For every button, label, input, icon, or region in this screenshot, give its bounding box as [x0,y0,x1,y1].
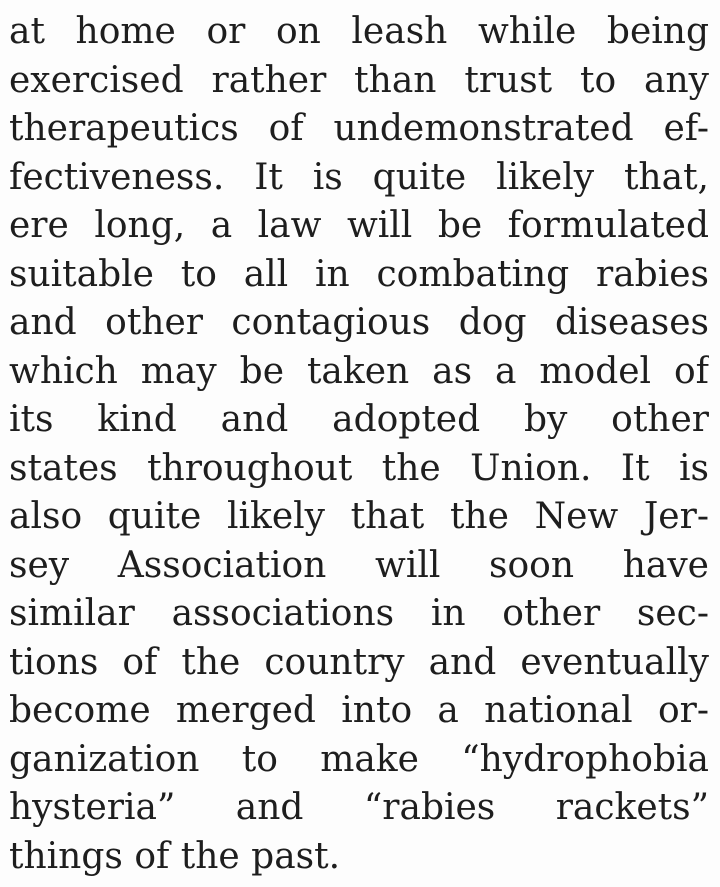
text-line: similar associations in other sec- [9,593,709,634]
text-line: fectiveness. It is quite likely that, [9,156,709,198]
text-line: things of the past. [9,835,341,877]
text-line: tions of the country and eventually [9,641,709,683]
text-line: which may be taken as a model of [9,350,709,392]
text-line: states throughout the Union. It is [9,447,709,489]
text-line: ganization to make “hydrophobia [9,738,709,780]
text-line: and other contagious dog diseases [9,302,709,343]
text-line: suitable to all in combating rabies [9,253,709,295]
text-line: its kind and adopted by other [9,399,709,440]
text-line: sey Association will soon have [9,544,709,586]
text-line: become merged into a national or- [9,690,709,731]
text-line: at home or on leash while being [9,11,709,52]
text-line: hysteria” and “rabies rackets” [9,787,709,828]
text-line: also quite likely that the New Jer- [9,496,709,537]
text-line: exercised rather than trust to any [9,59,709,101]
paragraph-text [9,8,709,881]
text-line: therapeutics of undemonstrated ef- [9,108,709,149]
text-line: ere long, a law will be formulated [9,205,709,246]
